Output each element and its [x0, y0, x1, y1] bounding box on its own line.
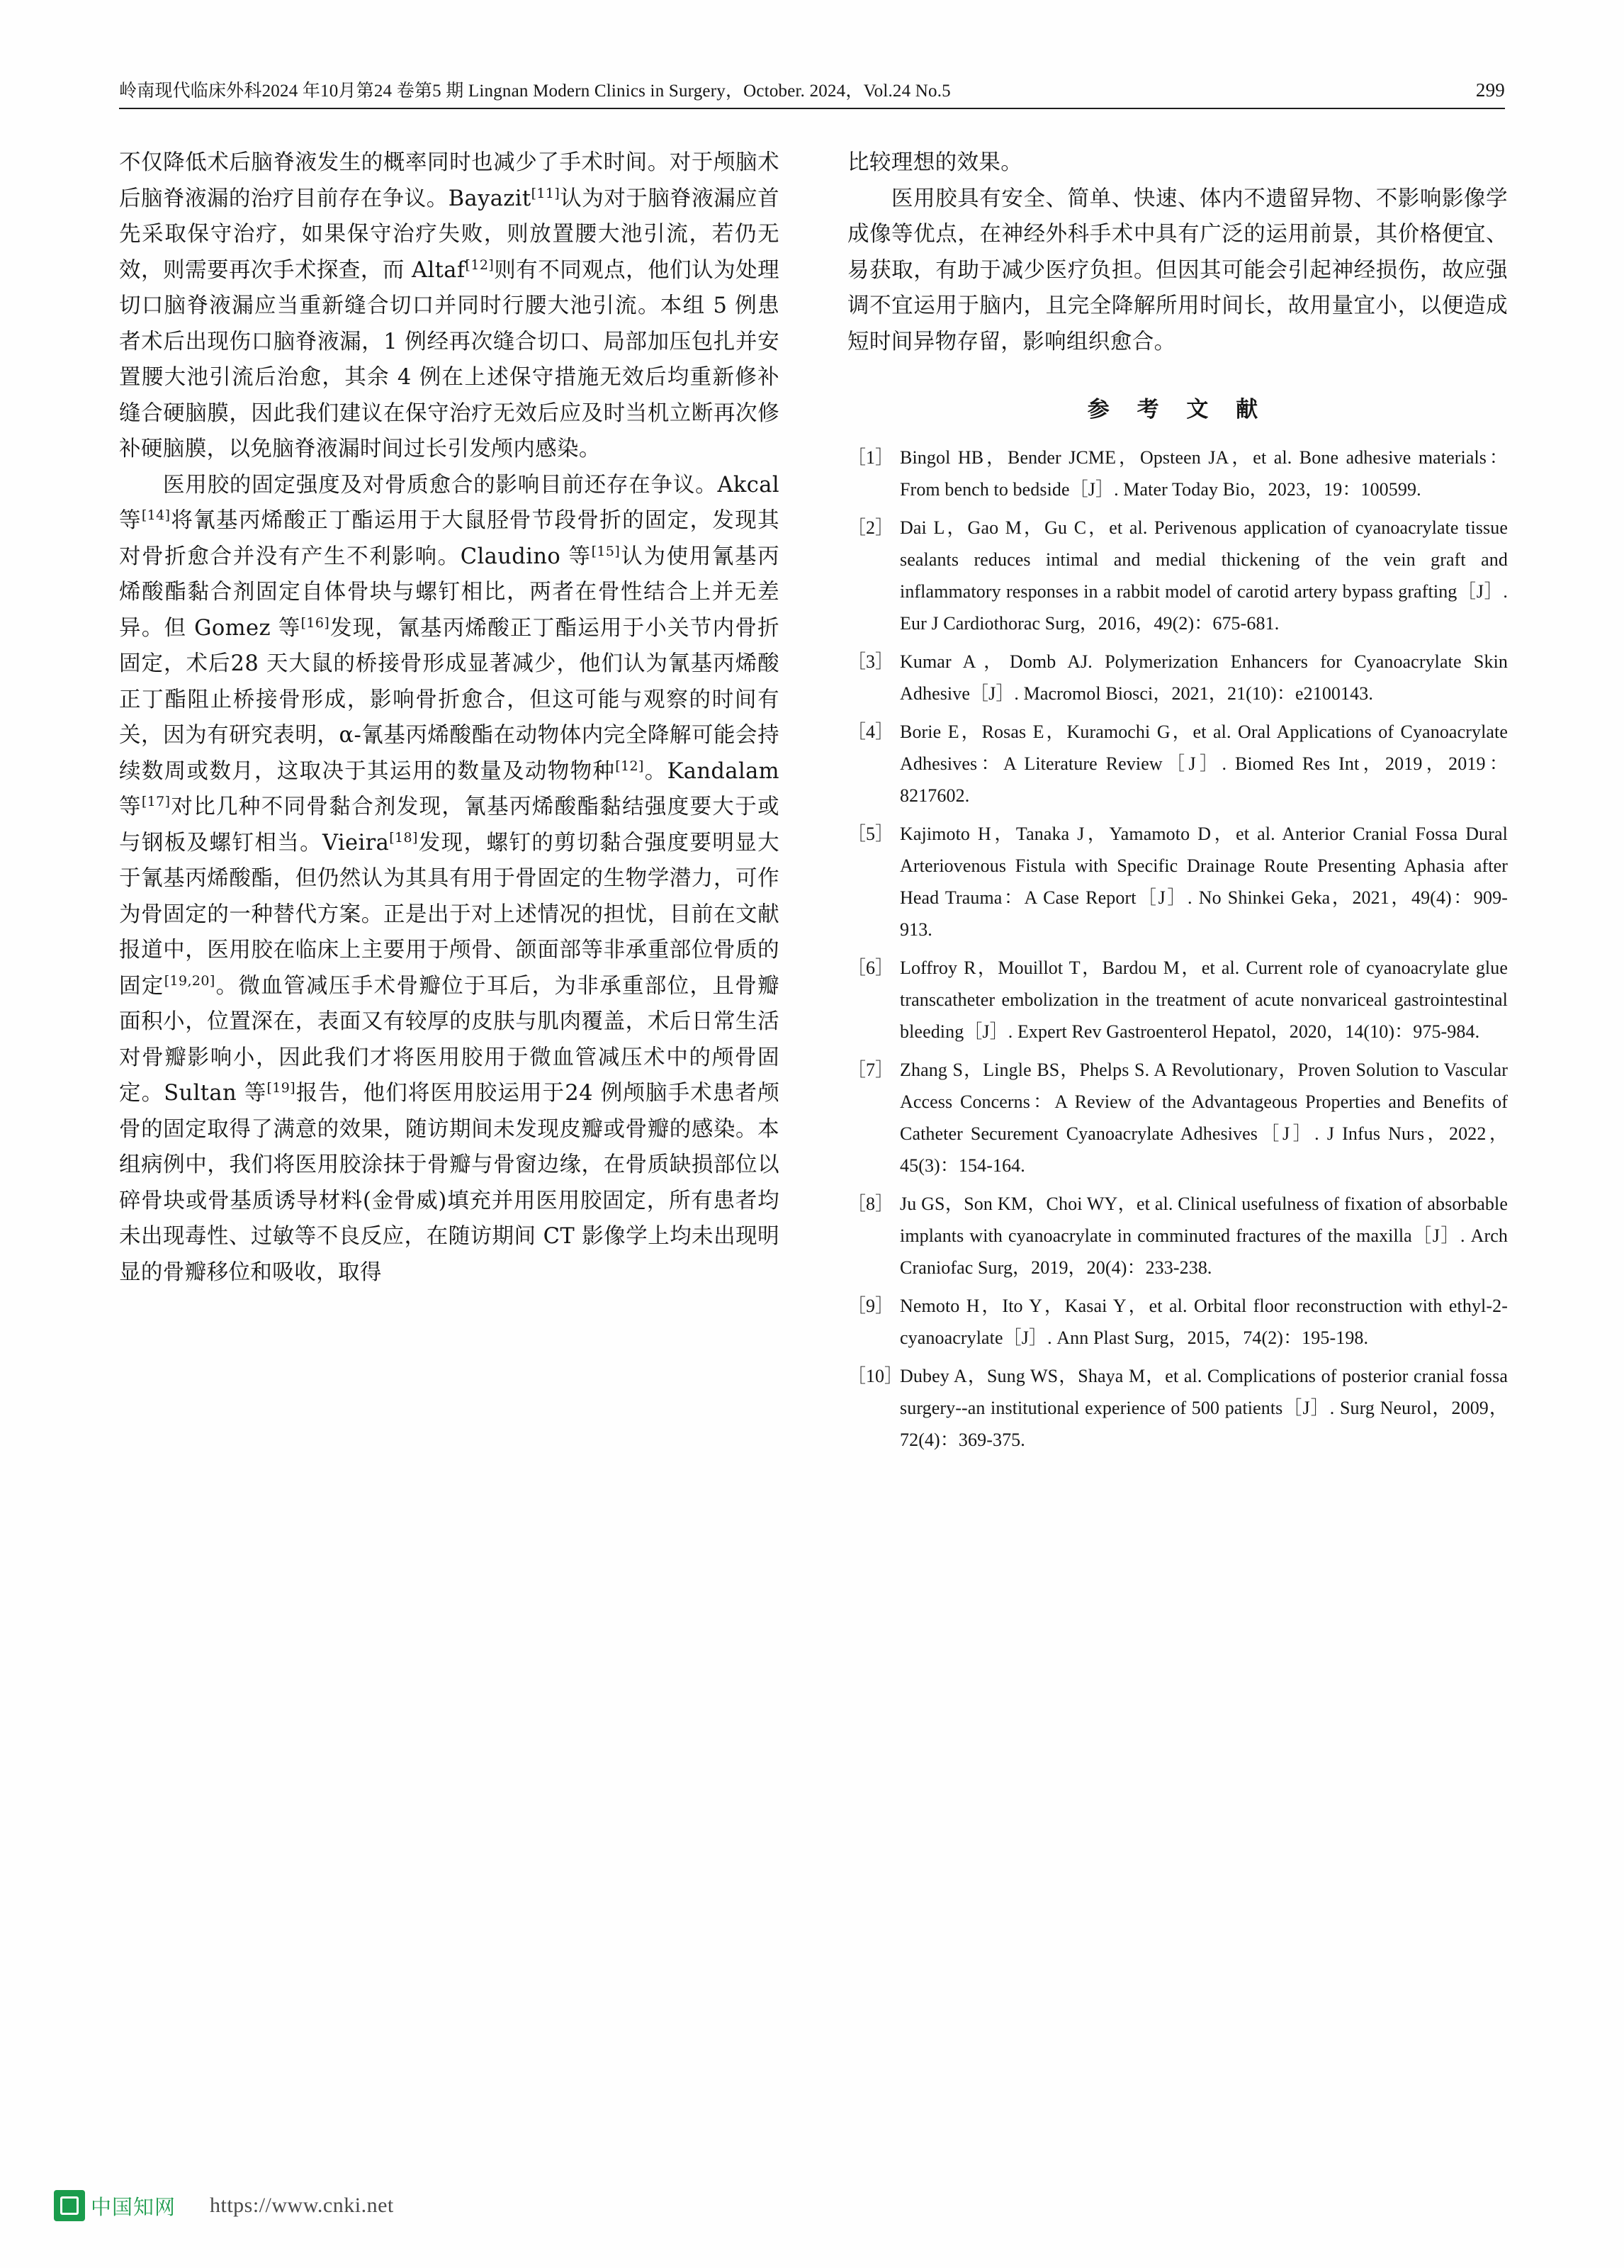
reference-text: Kumar A，Domb AJ. Polymerization Enhancers for Cyanoacrylate Skin Adhesive［J］. Macromol Biosci，2021，21(10)：e2100143.	[900, 651, 1508, 704]
reference-item	[847, 1054, 1508, 1181]
reference-text: Zhang S，Lingle BS，Phelps S. A Revolutionary，Proven Solution to Vascular Access Concerns：A Review of the Advantageous Properties and Benefits of Catheter Securement Cyanoacrylate Adhesives［J］. J Infus Nurs，2022，45(3)：154-164.	[900, 1060, 1508, 1176]
running-head	[119, 77, 1505, 102]
references-heading: 参 考 文 献	[1087, 397, 1268, 422]
reference-number: ［5］	[847, 824, 894, 844]
page-number: 299	[1475, 79, 1505, 101]
reference-text: Dubey A，Sung WS，Shaya M，et al. Complications of posterior cranial fossa surgery--an institutional experience of 500 patients［J］. Surg Neurol，2009，72(4)：369-375.	[900, 1366, 1508, 1450]
reference-number: ［3］	[847, 651, 894, 672]
reference-text: Borie E，Rosas E，Kuramochi G，et al. Oral Applications of Cyanoacrylate Adhesives：A Literature Review［J］. Biomed Res Int，2019，2019：8217602.	[900, 722, 1508, 806]
reference-item	[847, 1290, 1508, 1354]
reference-text: Loffroy R，Mouillot T，Bardou M，et al. Current role of cyanoacrylate glue transcatheter embolization in the treatment of acute nonvariceal gastrointestinal bleeding［J］. Expert Rev Gastroenterol Hepatol，2020，14(10)：975-984.	[900, 958, 1508, 1042]
reference-item	[847, 1188, 1508, 1284]
reference-text: Kajimoto H，Tanaka J，Yamamoto D，et al. Anterior Cranial Fossa Dural Arteriovenous Fistula with Specific Drainage Route Presenting Aphasia after Head Trauma：A Case Report［J］. No Shinkei Geka，2021，49(4)：909-913.	[900, 824, 1508, 940]
left-column	[119, 145, 779, 1462]
reference-item	[847, 716, 1508, 812]
reference-item	[847, 512, 1508, 639]
paragraph-conclusion: 医用胶具有安全、简单、快速、体内不遗留异物、不影响影像学成像等优点，在神经外科手术中具有广泛的运用前景，其价格便宜、易获取，有助于减少医疗负担。但因其可能会引起神经损伤，故应强调不宜运用于脑内，且完全降解所用时间长，故用量宜小，以便造成短时间异物存留，影响组织愈合。	[847, 186, 1508, 354]
reference-number: ［1］	[847, 447, 894, 468]
reference-number: ［7］	[847, 1060, 894, 1080]
cnki-url: https://www.cnki.net	[210, 2194, 394, 2217]
reference-number: ［6］	[847, 958, 894, 978]
cnki-logo	[54, 2190, 176, 2221]
reference-text: Dai L，Gao M，Gu C，et al. Perivenous application of cyanoacrylate tissue sealants reduces intimal and medial thickening of the vein graft and inflammatory responses in a rabbit model of carotid artery bypass grafting［J］. Eur J Cardiothorac Surg，2016，49(2)：675-681.	[900, 517, 1508, 634]
reference-number: ［10］	[847, 1366, 903, 1386]
reference-item	[847, 1360, 1508, 1456]
body-columns	[119, 145, 1508, 1462]
paragraph-adhesive-strength: 医用胶的固定强度及对骨质愈合的影响目前还存在争议。Akcal 等[14]将氰基丙烯酸正丁酯运用于大鼠胫骨节段骨折的固定，发现其对骨折愈合并没有产生不利影响。Claudino 等[15]认为使用氰基丙烯酸酯黏合剂固定自体骨块与螺钉相比，两者在骨性结合上并无差异。但 Gomez 等[16]发现，氰基丙烯酸正丁酯运用于小关节内骨折固定，术后28 天大鼠的桥接骨形成显著减少，他们认为氰基丙烯酸正丁酯阻止桥接骨形成，影响骨折愈合，但这可能与观察的时间有关，因为有研究表明，α-氰基丙烯酸酯在动物体内完全降解可能会持续数周或数月，这取决于其运用的数量及动物物种[12]。Kandalam 等[17]对比几种不同骨黏合剂发现，氰基丙烯酸酯黏结强度要大于或与钢板及螺钉相当。Vieira[18]发现，螺钉的剪切黏合强度要明显大于氰基丙烯酸酯，但仍然认为其具有用于骨固定的生物学潜力，可作为骨固定的一种替代方案。正是出于对上述情况的担忧，目前在文献报道中，医用胶在临床上主要用于颅骨、颌面部等非承重部位骨质的固定[19,20]。微血管减压手术骨瓣位于耳后，为非承重部位，且骨瓣面积小，位置深在，表面又有较厚的皮肤与肌肉覆盖，术后日常生活对骨瓣影响小，因此我们才将医用胶用于微血管减压术中的颅骨固定。Sultan 等[19]报告，他们将医用胶运用于24 例颅脑手术患者颅骨的固定取得了满意的效果，随访期间未发现皮瓣或骨瓣的感染。本组病例中，我们将医用胶涂抹于骨瓣与骨窗边缘，在骨质缺损部位以碎骨块或骨基质诱导材料(金骨威)填充并用医用胶固定，所有患者均未出现毒性、过敏等不良反应，在随访期间 CT 影像学上均未出现明显的骨瓣移位和吸收，取得	[119, 472, 780, 1285]
reference-item	[847, 442, 1508, 505]
reference-number: ［9］	[847, 1296, 894, 1316]
reference-item	[847, 952, 1508, 1048]
reference-item	[847, 818, 1508, 945]
paragraph-result-continued: 比较理想的效果。	[847, 150, 1023, 175]
reference-number: ［8］	[847, 1194, 894, 1214]
cnki-badge-icon	[54, 2190, 85, 2221]
cnki-logo-label: 中国知网	[91, 2194, 176, 2219]
reference-text: Nemoto H，Ito Y，Kasai Y，et al. Orbital floor reconstruction with ethyl-2-cyanoacrylate［J］. Ann Plast Surg，2015，74(2)：195-198.	[900, 1296, 1508, 1348]
reference-text: Ju GS，Son KM，Choi WY，et al. Clinical usefulness of fixation of absorbable implants with cyanoacrylate in comminuted fractures of the maxilla［J］. Arch Craniofac Surg，2019，20(4)：233-238.	[900, 1194, 1508, 1278]
paragraph-continued: 不仅降低术后脑脊液发生的概率同时也减少了手术时间。对于颅脑术后脑脊液漏的治疗目前存在争议。Bayazit[11]认为对于脑脊液漏应首先采取保守治疗，如果保守治疗失败，则放置腰大池引流，若仍无效，则需要再次手术探查，而 Altaf[12]则有不同观点，他们认为处理切口脑脊液漏应当重新缝合切口并同时行腰大池引流。本组 5 例患者术后出现伤口脑脊液漏，1 例经再次缝合切口、局部加压包扎并安置腰大池引流后治愈，其余 4 例在上述保守措施无效后均重新修补缝合硬脑膜，因此我们建议在保守治疗无效后应及时当机立断再次修补硬脑膜，以免脑脊液漏时间过长引发颅内感染。	[119, 150, 779, 461]
references-list	[847, 442, 1508, 1456]
header-divider	[119, 108, 1505, 109]
reference-text: Bingol HB，Bender JCME，Opsteen JA，et al. Bone adhesive materials：From bench to bedside［J］. Mater Today Bio，2023，19：100599.	[900, 447, 1508, 500]
journal-citation-line: 岭南现代临床外科2024 年10月第24 卷第5 期 Lingnan Modern Clinics in Surgery，October. 2024，Vol.24 No.5	[119, 82, 951, 101]
reference-number: ［4］	[847, 722, 894, 742]
right-column	[847, 145, 1508, 1462]
reference-item	[847, 646, 1508, 709]
reference-number: ［2］	[847, 517, 894, 538]
cnki-watermark	[54, 2190, 394, 2221]
